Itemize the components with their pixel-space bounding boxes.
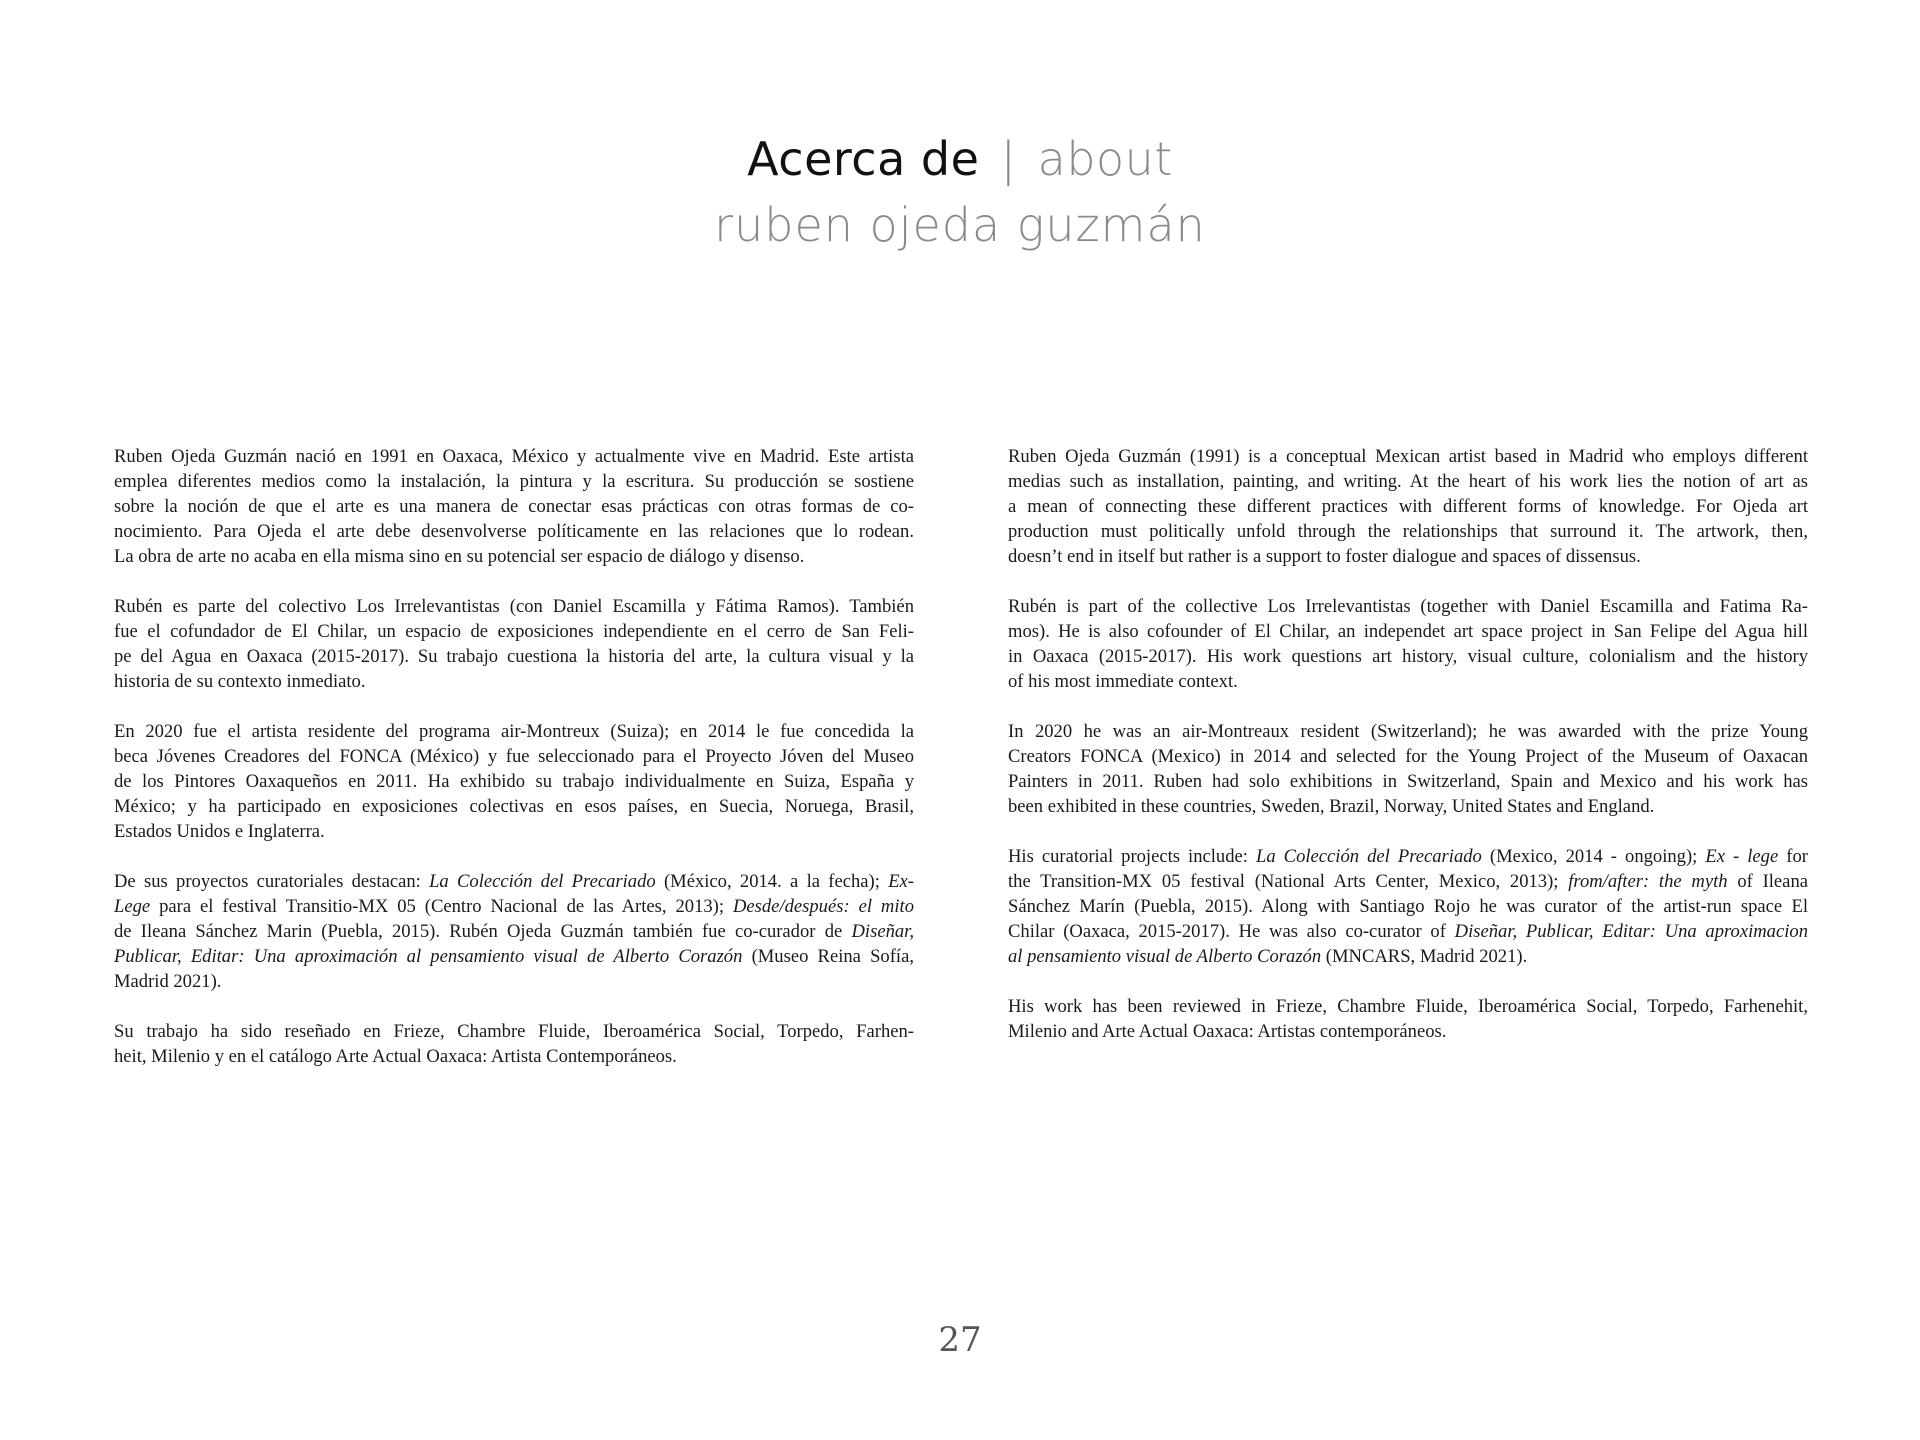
page-subtitle: ruben ojeda guzmán bbox=[714, 198, 1206, 252]
text-line bbox=[1008, 594, 1808, 619]
text-line bbox=[114, 1044, 914, 1069]
text-segment: been exhibited in these countries, Sweden, Brazil, Norway, United States and England. bbox=[1008, 796, 1655, 817]
text-segment: In 2020 he was an air-Montreaux resident (Switzerland); he was awarded with the prize Young bbox=[1008, 721, 1808, 742]
text-segment: the Transition-MX 05 festival (National Arts Center, Mexico, 2013); bbox=[1008, 871, 1569, 892]
text-segment: of Ileana bbox=[1727, 871, 1808, 892]
italic-title-text: Ex- bbox=[888, 871, 914, 892]
text-line bbox=[114, 894, 914, 919]
text-segment: pe del Agua en Oaxaca (2015-2017). Su trabajo cuestiona la historia del arte, la cultura visual y la bbox=[114, 646, 914, 667]
text-segment: mos). He is also cofounder of El Chilar, an independet art space project in San Felipe del Agua hill bbox=[1008, 621, 1808, 642]
text-segment: Ruben Ojeda Guzmán nació en 1991 en Oaxaca, México y actualmente vive en Madrid. Este artista bbox=[114, 446, 914, 467]
text-segment: Rubén es parte del colectivo Los Irrelevantistas (con Daniel Escamilla y Fátima Ramos). También bbox=[114, 596, 914, 617]
text-line bbox=[114, 944, 914, 969]
italic-title-text: from/after: the myth bbox=[1568, 871, 1728, 892]
text-line bbox=[114, 769, 914, 794]
text-segment: medias such as installation, painting, and writing. At the heart of his work lies the notion of art as bbox=[1008, 471, 1808, 492]
text-segment: Su trabajo ha sido reseñado en Frieze, Chambre Fluide, Iberoamérica Social, Torpedo, Farhen- bbox=[114, 1021, 914, 1042]
text-line bbox=[1008, 444, 1808, 469]
english-paragraph bbox=[1008, 444, 1808, 569]
title-english: about bbox=[1037, 132, 1173, 186]
italic-title-text: Lege bbox=[114, 896, 151, 917]
text-segment: production must politically unfold through the relationships that surround it. The artwork, then, bbox=[1008, 521, 1808, 542]
title-separator: | bbox=[1000, 132, 1017, 186]
text-line bbox=[1008, 744, 1808, 769]
text-segment: His work has been reviewed in Frieze, Chambre Fluide, Iberoamérica Social, Torpedo, Farhenehit, bbox=[1008, 996, 1808, 1017]
english-paragraph bbox=[1008, 994, 1808, 1044]
page-header bbox=[0, 128, 1920, 256]
text-line bbox=[1008, 619, 1808, 644]
text-segment: heit, Milenio y en el catálogo Arte Actual Oaxaca: Artista Contemporáneos. bbox=[114, 1046, 677, 1067]
spanish-paragraph bbox=[114, 594, 914, 694]
text-segment: para el festival Transitio-MX 05 (Centro Nacional de las Artes, 2013); bbox=[150, 896, 733, 917]
text-segment: Madrid 2021). bbox=[114, 971, 222, 992]
italic-title-text: al pensamiento visual de Alberto Corazón bbox=[1008, 946, 1322, 967]
spanish-paragraph bbox=[114, 719, 914, 844]
text-segment: (MNCARS, Madrid 2021). bbox=[1321, 946, 1528, 967]
english-paragraph bbox=[1008, 719, 1808, 819]
text-line bbox=[114, 519, 914, 544]
text-line bbox=[114, 494, 914, 519]
text-segment: (Mexico, 2014 - ongoing); bbox=[1481, 846, 1706, 867]
text-line bbox=[1008, 519, 1808, 544]
text-line bbox=[114, 794, 914, 819]
spanish-paragraph bbox=[114, 869, 914, 994]
text-segment: (Museo Reina Sofía, bbox=[742, 946, 914, 967]
text-line bbox=[114, 919, 914, 944]
text-segment: La obra de arte no acaba en ella misma sino en su potencial ser espacio de diálogo y disenso. bbox=[114, 546, 805, 567]
text-line bbox=[1008, 1019, 1808, 1044]
text-segment: in Oaxaca (2015-2017). His work questions art history, visual culture, colonialism and the history bbox=[1008, 646, 1808, 667]
text-segment: México; y ha participado en exposiciones colectivas en esos países, en Suecia, Noruega, Brasil, bbox=[114, 796, 914, 817]
italic-title-text: Diseñar, Publicar, Editar: Una aproximacion bbox=[1454, 921, 1808, 942]
text-line bbox=[114, 469, 914, 494]
text-line bbox=[114, 719, 914, 744]
text-segment: de Ileana Sánchez Marin (Puebla, 2015). Rubén Ojeda Guzmán también fue co-curador de bbox=[114, 921, 852, 942]
text-line bbox=[1008, 994, 1808, 1019]
text-line bbox=[114, 594, 914, 619]
page-number: 27 bbox=[938, 1320, 982, 1360]
text-segment: Creators FONCA (Mexico) in 2014 and selected for the Young Project of the Museum of Oaxacan bbox=[1008, 746, 1808, 767]
text-segment: Rubén is part of the collective Los Irrelevantistas (together with Daniel Escamilla and Fatima Ra- bbox=[1008, 596, 1808, 617]
text-segment: Estados Unidos e Inglaterra. bbox=[114, 821, 325, 842]
text-line bbox=[114, 644, 914, 669]
italic-title-text: La Colección del Precariado bbox=[1255, 846, 1482, 867]
text-line bbox=[1008, 719, 1808, 744]
text-segment: de los Pintores Oaxaqueños en 2011. Ha exhibido su trabajo individualmente en Suiza, España y bbox=[114, 771, 914, 792]
text-segment: Sánchez Marín (Puebla, 2015). Along with Santiago Rojo he was curator of the artist-run space El bbox=[1008, 896, 1808, 917]
text-line bbox=[114, 1019, 914, 1044]
text-line bbox=[1008, 494, 1808, 519]
spanish-paragraph bbox=[114, 1019, 914, 1069]
text-segment: sobre la noción de que el arte es una manera de conectar esas prácticas con otras formas de co- bbox=[114, 496, 914, 517]
text-line bbox=[114, 619, 914, 644]
text-line bbox=[1008, 944, 1808, 969]
text-segment: Painters in 2011. Ruben had solo exhibitions in Switzerland, Spain and Mexico and his work has bbox=[1008, 771, 1808, 792]
title-spanish: Acerca de bbox=[747, 132, 980, 186]
text-line bbox=[1008, 919, 1808, 944]
text-line bbox=[1008, 469, 1808, 494]
text-line bbox=[1008, 769, 1808, 794]
text-segment: En 2020 fue el artista residente del programa air-Montreux (Suiza); en 2014 le fue concedida la bbox=[114, 721, 914, 742]
text-segment: emplea diferentes medios como la instalación, la pintura y la escritura. Su producción se sostiene bbox=[114, 471, 914, 492]
text-line bbox=[114, 444, 914, 469]
italic-title-text: Ex - lege bbox=[1705, 846, 1779, 867]
text-line bbox=[1008, 869, 1808, 894]
page-title bbox=[0, 128, 1920, 190]
text-segment: historia de su contexto inmediato. bbox=[114, 671, 366, 692]
text-line bbox=[114, 744, 914, 769]
text-line bbox=[1008, 894, 1808, 919]
english-column bbox=[1008, 444, 1808, 1069]
text-line bbox=[114, 819, 914, 844]
text-line bbox=[114, 544, 914, 569]
text-segment: De sus proyectos curatoriales destacan: bbox=[114, 871, 430, 892]
text-segment: Ruben Ojeda Guzmán (1991) is a conceptual Mexican artist based in Madrid who employs different bbox=[1008, 446, 1808, 467]
text-line bbox=[1008, 794, 1808, 819]
text-line bbox=[1008, 644, 1808, 669]
text-segment: beca Jóvenes Creadores del FONCA (México) y fue seleccionado para el Proyecto Jóven del Museo bbox=[114, 746, 914, 767]
italic-title-text: Desde/después: el mito bbox=[732, 896, 914, 917]
english-paragraph bbox=[1008, 594, 1808, 694]
text-line bbox=[114, 669, 914, 694]
text-line bbox=[1008, 844, 1808, 869]
text-segment: fue el cofundador de El Chilar, un espacio de exposiciones independiente en el cerro de San Feli- bbox=[114, 621, 914, 642]
italic-title-text: La Colección del Precariado bbox=[429, 871, 656, 892]
italic-title-text: Publicar, Editar: Una aproximación al pensamiento visual de Alberto Corazón bbox=[114, 946, 743, 967]
spanish-column bbox=[114, 444, 914, 1094]
text-line bbox=[1008, 669, 1808, 694]
text-line bbox=[1008, 544, 1808, 569]
text-segment: nocimiento. Para Ojeda el arte debe desenvolverse políticamente en las relaciones que lo rodean. bbox=[114, 521, 914, 542]
spanish-paragraph bbox=[114, 444, 914, 569]
text-line bbox=[114, 969, 914, 994]
italic-title-text: Diseñar, bbox=[851, 921, 914, 942]
english-paragraph bbox=[1008, 844, 1808, 969]
text-segment: for bbox=[1778, 846, 1808, 867]
text-segment: Milenio and Arte Actual Oaxaca: Artistas contemporáneos. bbox=[1008, 1021, 1447, 1042]
text-line bbox=[114, 869, 914, 894]
text-segment: doesn’t end in itself but rather is a support to foster dialogue and spaces of dissensus. bbox=[1008, 546, 1641, 567]
text-segment: a mean of connecting these different practices with different forms of knowledge. For Ojeda art bbox=[1008, 496, 1808, 517]
text-segment: of his most immediate context. bbox=[1008, 671, 1238, 692]
text-segment: Chilar (Oaxaca, 2015-2017). He was also co-curator of bbox=[1008, 921, 1455, 942]
text-segment: His curatorial projects include: bbox=[1008, 846, 1256, 867]
text-segment: (México, 2014. a la fecha); bbox=[655, 871, 889, 892]
